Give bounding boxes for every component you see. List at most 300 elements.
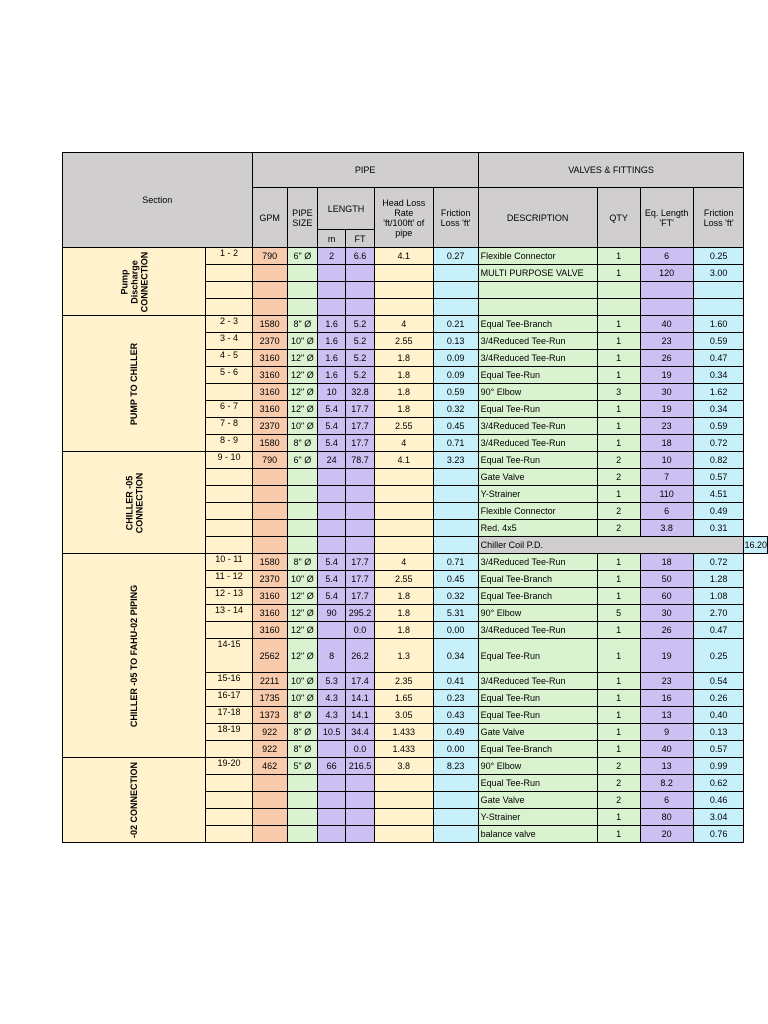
eq-length-cell [640,299,693,316]
length-m-cell: 1.6 [318,333,346,350]
fitting-description: Gate Valve [478,469,597,486]
pipe-friction-cell [433,826,478,843]
table-row [63,758,768,775]
section-label-line: PUMP TO CHILLER [129,342,140,425]
fitting-description: Equal Tee-Branch [478,571,597,588]
pipe-friction-cell: 0.13 [433,333,478,350]
pipe-friction-cell [433,775,478,792]
head-loss-cell [374,775,433,792]
gpm-cell [252,520,287,537]
segment-range: 14-15 [206,639,252,673]
gpm-cell: 3160 [252,367,287,384]
eq-length-cell: 19 [640,367,693,384]
length-m-cell: 10.5 [318,724,346,741]
fitting-friction-cell: 0.57 [693,469,744,486]
pipe-friction-cell: 0.23 [433,690,478,707]
fitting-friction-cell: 3.04 [693,809,744,826]
pipe-size-cell: 10" Ø [287,333,318,350]
fitting-description: Equal Tee-Run [478,367,597,384]
length-m-cell: 5.4 [318,588,346,605]
gpm-cell: 3160 [252,588,287,605]
pipe-size-cell [287,537,318,554]
eq-length-cell [640,282,693,299]
fitting-description: Equal Tee-Run [478,452,597,469]
fitting-description: 3/4Reduced Tee-Run [478,418,597,435]
gpm-cell [252,299,287,316]
segment-range [206,520,252,537]
length-ft-cell: 14.1 [346,707,375,724]
length-m-cell: 8 [318,639,346,673]
fitting-qty: 1 [597,622,640,639]
head-loss-cell: 3.05 [374,707,433,724]
length-m-cell: 5.3 [318,673,346,690]
gpm-cell [252,537,287,554]
head-loss-cell: 2.55 [374,571,433,588]
segment-range [206,469,252,486]
length-m-cell [318,503,346,520]
head-loss-cell [374,265,433,282]
head-loss-cell: 1.433 [374,724,433,741]
fitting-description [478,299,597,316]
segment-range [206,299,252,316]
head-loss-cell: 2.35 [374,673,433,690]
segment-range: 12 - 13 [206,588,252,605]
pipe-size-cell: 8" Ø [287,316,318,333]
head-loss-cell [374,299,433,316]
segment-range: 4 - 5 [206,350,252,367]
fitting-description: balance valve [478,826,597,843]
pipe-size-cell: 12" Ø [287,622,318,639]
gpm-cell: 3160 [252,384,287,401]
segment-range: 9 - 10 [206,452,252,469]
calculation-sheet [62,152,768,843]
pipe-size-cell: 6" Ø [287,248,318,265]
section-header: Section [63,153,253,248]
fitting-qty: 1 [597,554,640,571]
fitting-friction-cell [693,299,744,316]
fitting-description: Y-Strainer [478,486,597,503]
gpm-cell: 1580 [252,435,287,452]
length-m-cell: 1.6 [318,367,346,384]
pipe-friction-cell: 0.59 [433,384,478,401]
head-loss-cell: 4 [374,316,433,333]
fitting-description: Gate Valve [478,724,597,741]
head-loss-cell: 3.8 [374,758,433,775]
segment-range: 18-19 [206,724,252,741]
fitting-friction-cell: 4.51 [693,486,744,503]
qty-header: QTY [597,188,640,248]
pipe-size-cell [287,265,318,282]
head-loss-cell: 4 [374,435,433,452]
gpm-cell: 1580 [252,554,287,571]
pipe-friction-cell: 0.41 [433,673,478,690]
head-loss-cell [374,537,433,554]
pipe-friction-cell: 0.71 [433,554,478,571]
fitting-description: Equal Tee-Branch [478,741,597,758]
length-ft-cell [346,469,375,486]
gpm-cell [252,809,287,826]
fitting-friction-cell: 0.46 [693,792,744,809]
length-m-cell: 5.4 [318,401,346,418]
gpm-cell: 3160 [252,401,287,418]
head-loss-cell [374,469,433,486]
pipe-friction-cell: 0.43 [433,707,478,724]
section-label [63,758,206,843]
fitting-friction-cell: 2.70 [693,605,744,622]
length-ft-cell [346,265,375,282]
eq-length-cell: 18 [640,554,693,571]
segment-range [206,282,252,299]
fitting-friction-cell: 0.62 [693,775,744,792]
fitting-friction-cell: 0.76 [693,826,744,843]
fitting-description: 90° Elbow [478,384,597,401]
section-label [63,554,206,758]
pipe-size-cell [287,792,318,809]
gpm-cell: 1580 [252,316,287,333]
section-label-line: CHILLER -05 TO FAHU-02 PIPING [129,584,140,727]
pipe-size-cell [287,282,318,299]
head-loss-cell [374,520,433,537]
length-ft-cell: 0.0 [346,622,375,639]
fitting-friction-cell: 3.00 [693,265,744,282]
fitting-qty: 2 [597,792,640,809]
eq-length-cell: 13 [640,707,693,724]
segment-range [206,792,252,809]
length-m-cell [318,622,346,639]
fitting-friction-cell: 1.28 [693,571,744,588]
pipe-size-cell: 10" Ø [287,673,318,690]
length-m-cell: 5.4 [318,435,346,452]
pipe-size-cell [287,775,318,792]
length-ft-cell [346,792,375,809]
head-loss-cell: 1.8 [374,622,433,639]
length-ft-cell [346,486,375,503]
fitting-qty: 1 [597,435,640,452]
length-ft-cell [346,775,375,792]
head-loss-cell: 1.8 [374,605,433,622]
head-loss-header: Head Loss Rate 'ft/100ft' of pipe [374,188,433,248]
head-loss-cell: 1.65 [374,690,433,707]
head-loss-cell [374,503,433,520]
head-loss-cell [374,826,433,843]
pipe-friction-cell [433,537,478,554]
gpm-cell: 790 [252,248,287,265]
fitting-friction-cell: 0.99 [693,758,744,775]
length-ft-cell [346,503,375,520]
length-m-cell: 10 [318,384,346,401]
section-label-line: Pump [119,269,130,295]
eq-length-cell: 40 [640,316,693,333]
table-row [63,316,768,333]
length-m-cell [318,486,346,503]
fitting-description: 90° Elbow [478,758,597,775]
head-loss-cell: 1.8 [374,384,433,401]
fitting-qty: 1 [597,265,640,282]
eq-length-cell: 9 [640,724,693,741]
eq-length-cell: 23 [640,418,693,435]
segment-range [206,775,252,792]
head-loss-cell [374,486,433,503]
fitting-friction-cell: 0.34 [693,401,744,418]
gpm-cell: 2370 [252,418,287,435]
length-m-cell: 4.3 [318,707,346,724]
fitting-description: Red. 4x5 [478,520,597,537]
fitting-qty: 1 [597,809,640,826]
segment-range [206,265,252,282]
pipe-friction-cell: 0.32 [433,401,478,418]
pipe-size-header: PIPE SIZE [287,188,318,248]
gpm-cell: 2211 [252,673,287,690]
fitting-friction-cell: 0.82 [693,452,744,469]
length-m-cell [318,282,346,299]
length-ft-cell [346,826,375,843]
pipe-friction-cell: 0.45 [433,571,478,588]
section-label-line: CHILLER -05 [124,475,135,530]
length-m-cell [318,265,346,282]
head-loss-cell: 1.8 [374,367,433,384]
eq-length-cell: 26 [640,350,693,367]
fitting-friction-cell: 1.08 [693,588,744,605]
gpm-cell [252,486,287,503]
segment-range [206,384,252,401]
segment-range [206,826,252,843]
fitting-description: Flexible Connector [478,503,597,520]
eq-length-cell: 6 [640,503,693,520]
pipe-friction-cell: 0.45 [433,418,478,435]
head-loss-cell: 4.1 [374,248,433,265]
fitting-friction-cell: 16.20 [744,537,768,554]
pipe-size-cell [287,503,318,520]
fitting-friction-cell: 0.47 [693,350,744,367]
eq-length-cell: 19 [640,401,693,418]
segment-range: 3 - 4 [206,333,252,350]
length-ft-cell [346,299,375,316]
pipe-friction-cell [433,469,478,486]
fitting-description: Equal Tee-Branch [478,316,597,333]
pipe-friction-cell [433,809,478,826]
pipe-size-cell: 10" Ø [287,418,318,435]
length-ft-cell: 34.4 [346,724,375,741]
eq-length-cell: 8.2 [640,775,693,792]
fitting-description: Gate Valve [478,792,597,809]
eq-length-cell: 23 [640,333,693,350]
fitting-qty: 2 [597,775,640,792]
fitting-friction-header: Friction Loss 'ft' [693,188,744,248]
fitting-qty: 1 [597,401,640,418]
fitting-description: Equal Tee-Branch [478,588,597,605]
fitting-qty: 1 [597,418,640,435]
eq-length-cell: 110 [640,486,693,503]
length-header: LENGTH [318,188,375,230]
fitting-description: 3/4Reduced Tee-Run [478,350,597,367]
pipe-friction-cell [433,282,478,299]
pipe-size-cell [287,520,318,537]
pipe-friction-cell: 0.49 [433,724,478,741]
segment-range [206,503,252,520]
pipe-size-cell: 8" Ø [287,707,318,724]
fitting-qty: 1 [597,486,640,503]
segment-range: 17-18 [206,707,252,724]
pipe-size-cell: 12" Ø [287,350,318,367]
pipe-size-cell [287,486,318,503]
pipe-friction-cell [433,299,478,316]
fitting-qty [597,299,640,316]
pipe-size-cell: 12" Ø [287,605,318,622]
table-row [63,248,768,265]
description-header: DESCRIPTION [478,188,597,248]
fitting-description: Equal Tee-Run [478,775,597,792]
length-m-cell [318,809,346,826]
fitting-description: 90° Elbow [478,605,597,622]
gpm-cell [252,775,287,792]
eq-length-cell: 50 [640,571,693,588]
fitting-friction-cell: 0.72 [693,435,744,452]
pipe-size-cell: 6" Ø [287,452,318,469]
length-ft-cell: 0.0 [346,741,375,758]
fitting-qty [597,282,640,299]
head-loss-cell [374,809,433,826]
fitting-qty: 2 [597,452,640,469]
eq-length-cell: 30 [640,605,693,622]
fitting-qty: 1 [597,588,640,605]
segment-range: 11 - 12 [206,571,252,588]
section-label [63,248,206,316]
eq-length-header: Eq. Length 'FT' [640,188,693,248]
fitting-qty: 1 [597,571,640,588]
pipe-size-cell: 8" Ø [287,741,318,758]
eq-length-cell: 23 [640,673,693,690]
eq-length-cell: 20 [640,826,693,843]
pipe-friction-cell: 0.21 [433,316,478,333]
length-ft-cell: 14.1 [346,690,375,707]
fitting-friction-cell: 0.57 [693,741,744,758]
fitting-friction-cell: 0.59 [693,418,744,435]
fitting-description: Flexible Connector [478,248,597,265]
fitting-description: 3/4Reduced Tee-Run [478,622,597,639]
pipe-size-cell [287,809,318,826]
fitting-description [478,282,597,299]
length-ft-cell: 17.4 [346,673,375,690]
fitting-description: Equal Tee-Run [478,690,597,707]
fitting-friction-cell: 0.34 [693,367,744,384]
fitting-description: Equal Tee-Run [478,639,597,673]
fitting-qty: 1 [597,639,640,673]
fitting-friction-cell: 0.47 [693,622,744,639]
eq-length-cell: 30 [640,384,693,401]
head-loss-cell: 1.433 [374,741,433,758]
length-m-cell [318,792,346,809]
pipe-friction-cell: 0.00 [433,741,478,758]
length-ft-cell: 5.2 [346,367,375,384]
pipe-size-cell: 10" Ø [287,571,318,588]
fitting-friction-cell: 0.54 [693,673,744,690]
pipe-size-cell: 5" Ø [287,758,318,775]
segment-range: 19-20 [206,758,252,775]
pipe-size-cell: 8" Ø [287,554,318,571]
fitting-friction-cell: 1.60 [693,316,744,333]
segment-range [206,486,252,503]
fitting-description: 3/4Reduced Tee-Run [478,435,597,452]
pipe-friction-cell: 8.23 [433,758,478,775]
length-ft-cell: 17.7 [346,435,375,452]
fitting-friction-cell: 1.62 [693,384,744,401]
length-m-cell: 90 [318,605,346,622]
pipe-friction-cell: 0.27 [433,248,478,265]
pipe-friction-cell [433,265,478,282]
head-loss-cell [374,282,433,299]
length-ft-cell: 17.7 [346,401,375,418]
length-m-cell: 5.4 [318,554,346,571]
length-ft-header: FT [346,230,375,248]
pipe-friction-cell: 0.32 [433,588,478,605]
segment-range: 2 - 3 [206,316,252,333]
segment-range: 1 - 2 [206,248,252,265]
pipe-size-cell: 8" Ø [287,724,318,741]
head-loss-cell: 1.8 [374,401,433,418]
length-ft-cell: 32.8 [346,384,375,401]
length-ft-cell: 17.7 [346,588,375,605]
fitting-friction-cell: 0.49 [693,503,744,520]
eq-length-cell: 19 [640,639,693,673]
length-ft-cell: 5.2 [346,350,375,367]
gpm-cell [252,792,287,809]
length-ft-cell: 17.7 [346,418,375,435]
fitting-qty: 1 [597,724,640,741]
section-label-line: Discharge [129,259,140,304]
section-label-line: -02 CONNECTION [129,761,140,839]
fitting-qty: 1 [597,707,640,724]
pipe-size-cell: 12" Ø [287,639,318,673]
head-loss-cell: 2.55 [374,418,433,435]
length-m-header: m [318,230,346,248]
pipe-size-cell [287,299,318,316]
fitting-description: Equal Tee-Run [478,401,597,418]
eq-length-cell: 6 [640,248,693,265]
eq-length-cell: 6 [640,792,693,809]
pipe-friction-cell: 3.23 [433,452,478,469]
pipe-friction-cell [433,792,478,809]
pipe-size-cell: 10" Ø [287,690,318,707]
pipe-size-cell: 8" Ø [287,435,318,452]
segment-range [206,622,252,639]
gpm-cell [252,469,287,486]
gpm-cell: 922 [252,724,287,741]
pipe-size-cell: 12" Ø [287,384,318,401]
gpm-cell: 1735 [252,690,287,707]
fitting-qty: 2 [597,503,640,520]
eq-length-cell: 10 [640,452,693,469]
fitting-qty: 1 [597,741,640,758]
pipe-friction-cell: 0.00 [433,622,478,639]
section-label-line: CONNECTION [139,251,150,312]
pipe-friction-cell: 5.31 [433,605,478,622]
head-loss-cell: 1.3 [374,639,433,673]
fitting-qty: 2 [597,758,640,775]
length-ft-cell [346,520,375,537]
length-ft-cell: 78.7 [346,452,375,469]
fitting-friction-cell: 0.13 [693,724,744,741]
length-m-cell [318,775,346,792]
length-m-cell: 4.3 [318,690,346,707]
length-ft-cell: 6.6 [346,248,375,265]
fitting-description: Equal Tee-Run [478,707,597,724]
segment-range [206,741,252,758]
length-m-cell: 5.4 [318,571,346,588]
length-ft-cell: 26.2 [346,639,375,673]
head-loss-cell: 4 [374,554,433,571]
length-ft-cell: 216.5 [346,758,375,775]
pipe-size-cell: 12" Ø [287,367,318,384]
